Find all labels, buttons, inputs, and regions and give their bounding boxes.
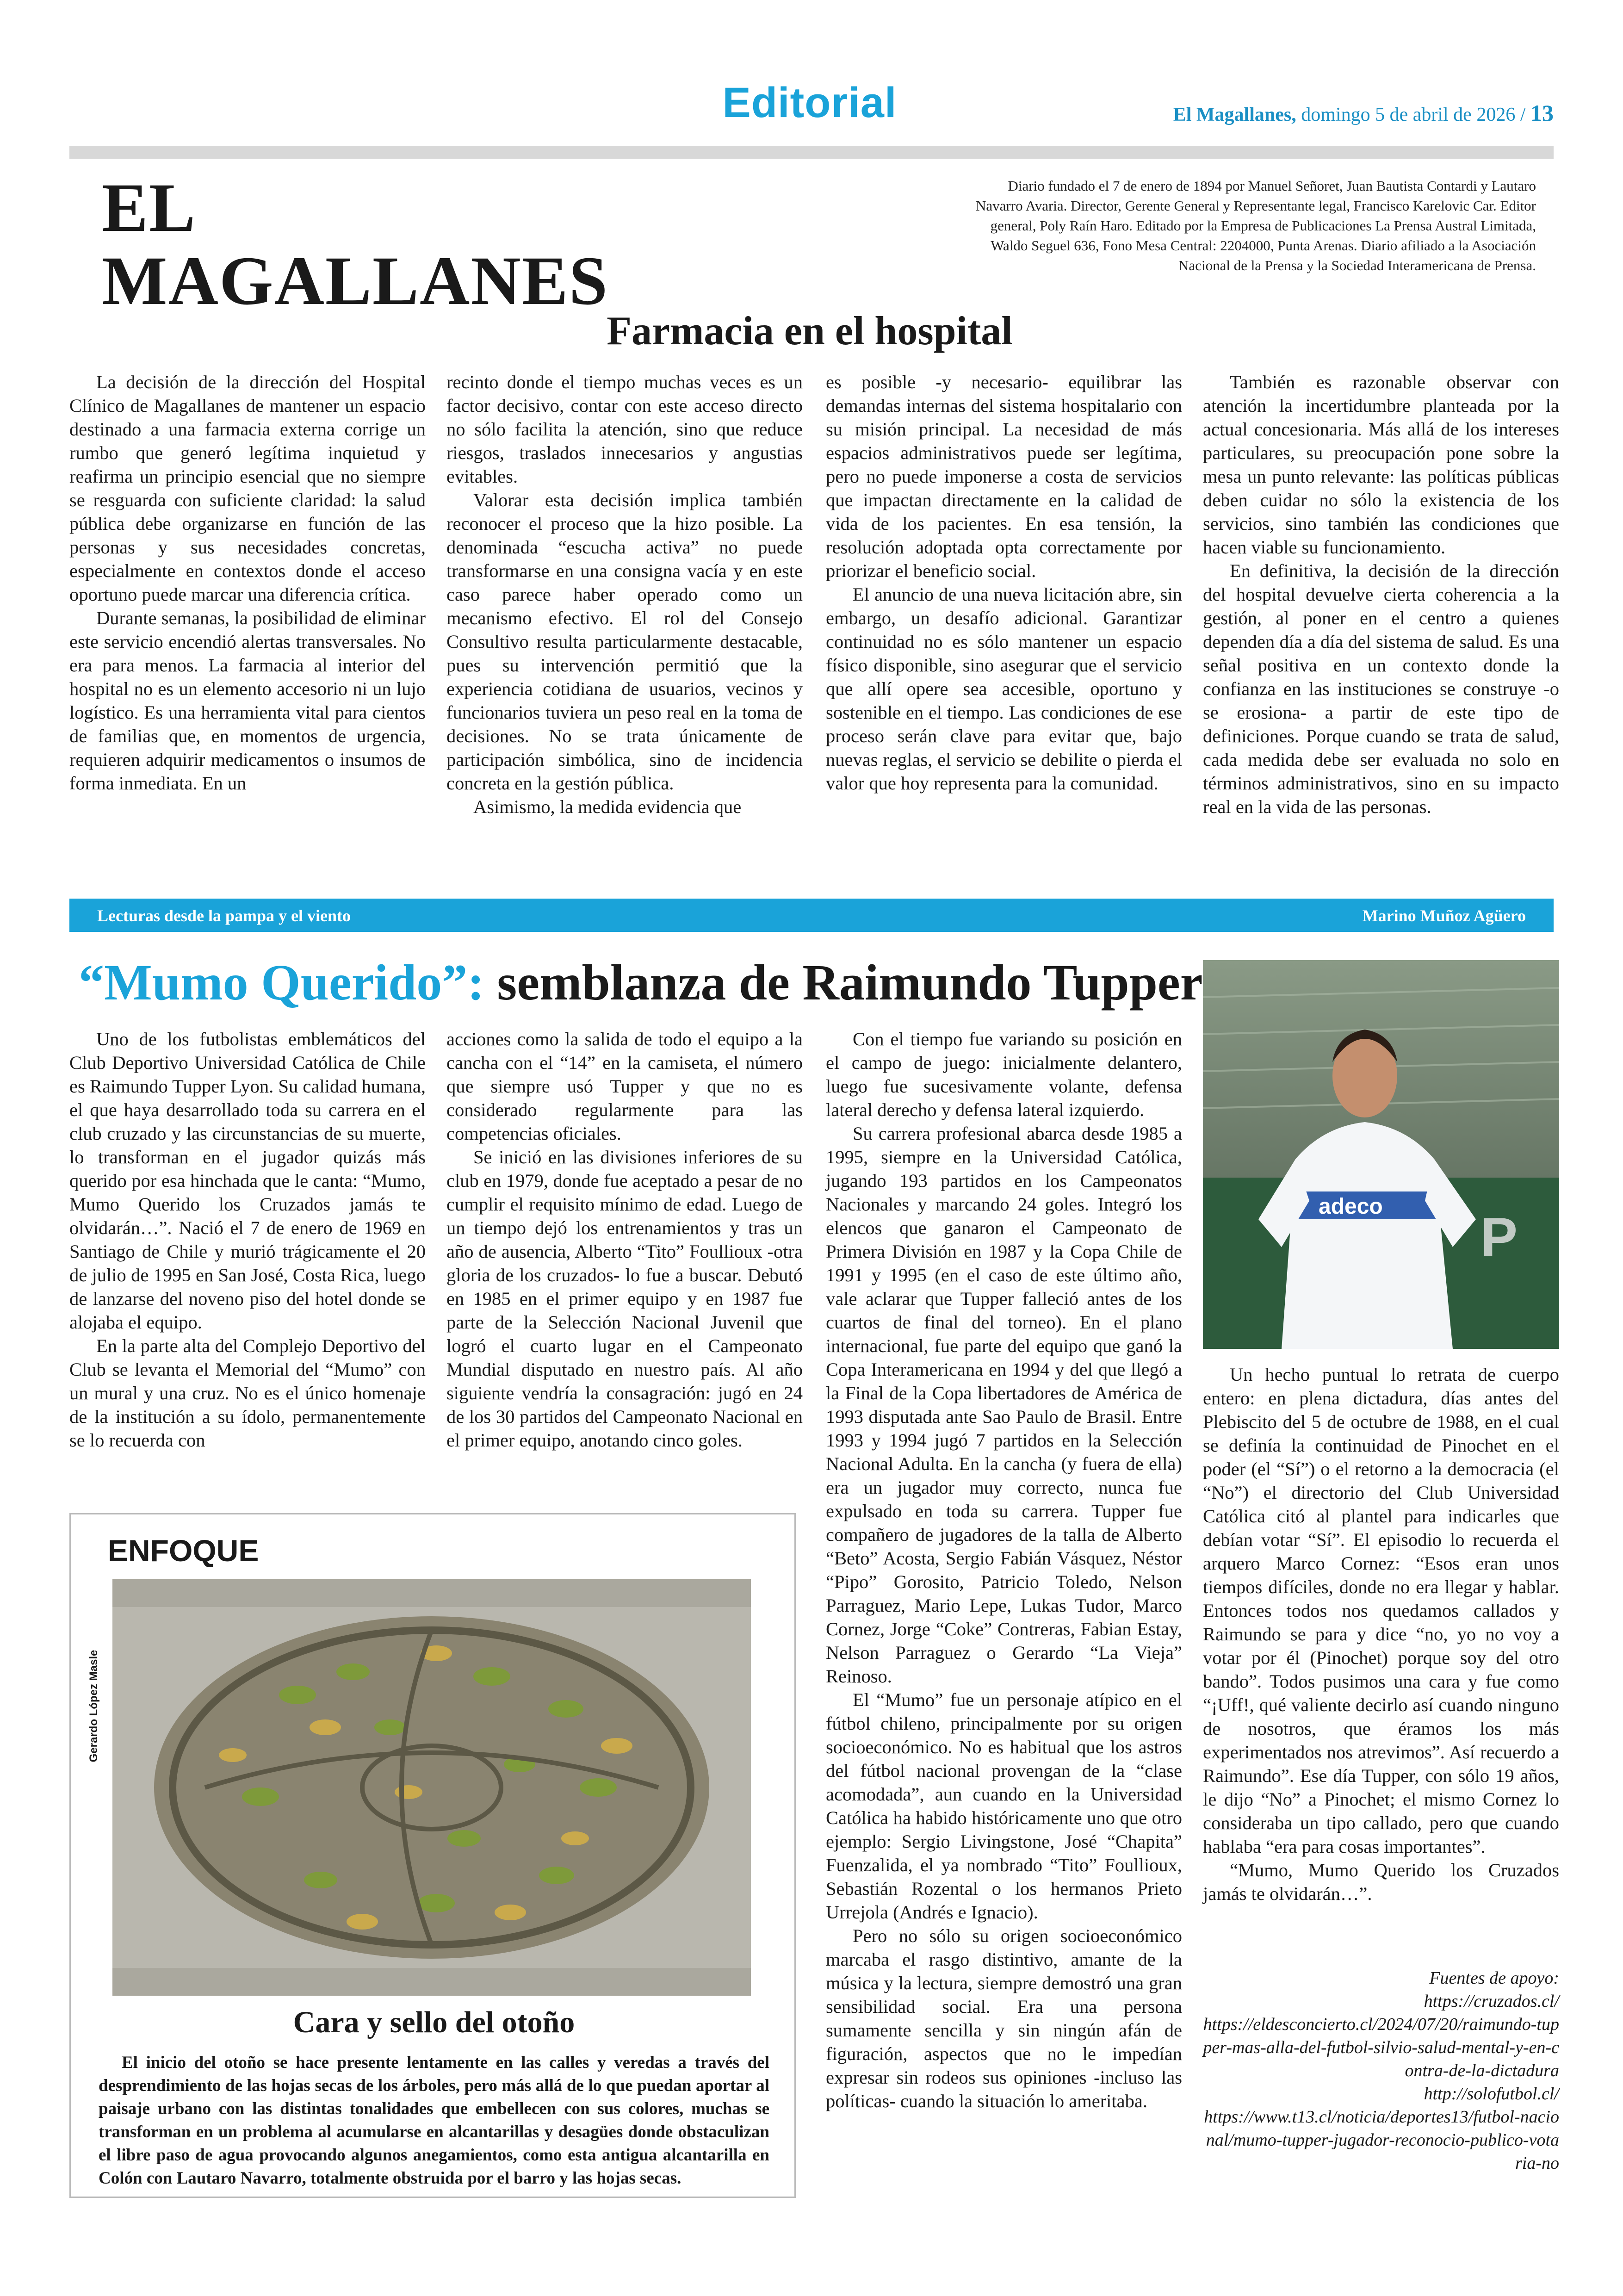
enfoque-caption [99, 2051, 769, 2190]
paragraph: Pero no sólo su origen socioeconómico marcaba el rasgo distintivo, amante de la música y la lectura, siempre demostró una gran sensibilidad social. Era una persona sumamente sencilla y sin ningún afán de figuración, aspectos que no le impedían expresar sin rodeos sus opiniones -incluso las políticas- cuando la situación lo ameritaba. [826, 1925, 1182, 2111]
folio-paper: El Magallanes, [1173, 104, 1296, 125]
credits-line: general, Poly Raín Haro. Editado por la Empresa de Publicaciones La Prensa Austral Limitada, [990, 217, 1536, 234]
editorial-headline: Farmacia en el hospital [607, 309, 1013, 354]
page-folio [1173, 99, 1554, 126]
paragraph: Su carrera profesional abarca desde 1985 a 1995, siempre en la Universidad Católica, jugando 193 partidos en los Campeonatos Nacionales y marcando 24 goles. Integró los elencos que ganaron el Campeonato de Primera División en 1987 y la Copa Chile de 1991 y 1995 (en el caso de este último año, vale aclarar que Tupper falleció antes de los cuartos de final del torneo). En el plano internacional, fue parte del equipo que ganó la Copa Interamericana en 1994 y del que llegó a la Final de la Copa libertadores de América de 1993 disputada ante Sao Paulo de Brasil. Entre 1993 y 1994 jugó 7 partidos en la Selección Nacional Adulta. En la cancha (y fuera de ella) era un jugador muy correcto, nunca fue expulsado en toda su carrera. Tupper fue compañero de jugadores de la talla de Alberto “Beto” Acosta, Sergio Fabián Vásquez, Néstor “Pipo” Gorosito, Patricio Toledo, Nelson Parraguez, Mario Lepe, Lukas Tudor, Marco Cornez, Jorge “Coke” Contreras, Fabian Estay, Nelson Parraguez o Gerardo “La Vieja” Reinoso. [826, 1123, 1182, 1687]
headline-accent: “Mumo Querido”: [79, 954, 484, 1011]
folio-date: domingo 5 de abril de 2026 [1301, 104, 1516, 125]
masthead-line-1: EL [102, 169, 197, 246]
paragraph: recinto donde el tiempo muchas veces es un factor decisivo, contar con este acceso directo no sólo facilita la atención, sino que reduce riesgos, traslados innecesarios y angustias evitables. [446, 372, 803, 487]
photo-credit [85, 1589, 103, 1820]
paragraph: El “Mumo” fue un personaje atípico en el fútbol chileno, principalmente por su origen socioeconómico. No es habitual que los astros del fútbol nacional provengan de la “clase acomodada”, aun cuando en la Universidad Católica ha habido históricamente uno que otro ejemplo: Sergio Livingstone, José “Chapita” Fuenzalida, el ya nombrado “Tito” Foullioux, Sebastián Rozental o los hermanos Prieto Urrejola (Andrés e Ignacio). [826, 1689, 1182, 1923]
enfoque-title: Cara y sello del otoño [293, 2005, 575, 2039]
shirt-sponsor-text: adeco [1319, 1194, 1383, 1219]
article-column-2 [446, 1027, 803, 1452]
svg-text:P: P [1481, 1206, 1518, 1268]
masthead [102, 169, 609, 319]
paragraph: En la parte alta del Complejo Deportivo del Club se levanta el Memorial del “Mumo” con un mural y una cruz. No es el único homenaje de la institución a su ídolo, permanentemente se lo recuerda con [69, 1335, 426, 1451]
paragraph: acciones como la salida de todo el equipo a la cancha con el “14” en la camiseta, el número que siempre usó Tupper y que no es considerado regularmente para las competencias oficiales. [446, 1029, 803, 1144]
folio-separator: / [1520, 104, 1526, 125]
paragraph: Valorar esta decisión implica también reconocer el proceso que la hizo posible. La denominada “escucha activa” no puede transformarse en una consigna vacía y en este caso parece haber operado como un mecanismo efectivo. El rol del Consejo Consultivo resulta particularmente destacable, pues su intervención permitió que la experiencia cotidiana de usuarios, vecinos y funcionarios tuviera un peso real en la toma de decisiones. No se trata únicamente de participación simbólica, sino de incidencia concreta en la gestión pública. [446, 490, 803, 794]
paragraph: Asimismo, la medida evidencia que [473, 796, 742, 817]
article-column-4 [1203, 1363, 1559, 1905]
column-name: Lecturas desde la pampa y el viento [97, 906, 351, 925]
source-link[interactable]: https://www.t13.cl/noticia/deportes13/futbol-nacional/mumo-tupper-jugador-reconocio-publico-votaria-no [1204, 2107, 1559, 2173]
masthead-line-2: MAGALLANES [102, 242, 609, 319]
enfoque-box [69, 1513, 796, 2198]
enfoque-photo [112, 1579, 751, 1996]
editorial-column-1 [69, 370, 426, 795]
column-bar [69, 899, 1554, 932]
source-link[interactable]: https://cruzados.cl/ [1424, 1992, 1559, 2011]
paragraph: “Mumo, Mumo Querido los Cruzados jamás te olvidarán…”. [1203, 1860, 1559, 1904]
editorial-column-3 [826, 370, 1182, 795]
paragraph: También es razonable observar con atención la incertidumbre planteada por la actual concesionaria. Más allá de los intereses particulares, su preocupación pone sobre la mesa un punto relevante: las políticas públicas deben cuidar no sólo la existencia de los servicios, sino también las condiciones que hacen viable su funcionamiento. [1203, 372, 1559, 558]
credits-line: Nacional de la Prensa y la Sociedad Interamericana de Prensa. [1178, 257, 1536, 273]
header-band [69, 146, 1554, 159]
player-photo [1203, 960, 1559, 1349]
publisher-credits [870, 176, 1536, 275]
editorial-column-4 [1203, 370, 1559, 819]
enfoque-label: ENFOQUE [108, 1533, 259, 1568]
headline-rest: semblanza de Raimundo Tupper [484, 954, 1203, 1011]
paragraph: Uno de los futbolistas emblemáticos del Club Deportivo Universidad Católica de Chile es Raimundo Tupper Lyon. Su calidad humana, el que haya desarrollado toda su carrera en el club cruzado y las circunstancias de su muerte, lo transforman en el jugador quizás más querido por esa hinchada que le canta: “Mumo, Mumo Querido los Cruzados jamás te olvidarán…”. Nació el 7 de enero de 1969 en Santiago de Chile y murió trágicamente el 20 de julio de 1995 en San José, Costa Rica, luego de lanzarse del noveno piso del hotel donde se alojaba el equipo. [69, 1029, 426, 1333]
paragraph: Durante semanas, la posibilidad de eliminar este servicio encendió alertas transversales. No era para menos. La farmacia al interior del hospital no es un elemento accesorio ni un lujo logístico. Es una herramienta vital para cientos de familias que, en momentos de urgencia, requieren adquirir medicamentos o insumos de forma inmediata. En un [69, 608, 426, 794]
credits-line: Diario fundado el 7 de enero de 1894 por Manuel Señoret, Juan Bautista Contardi y Lautaro [1008, 178, 1536, 194]
player-photo-illustration [1203, 960, 1559, 1349]
sources [1203, 1967, 1559, 2175]
paragraph: En definitiva, la decisión de la dirección del hospital devuelve cierta coherencia a la gestión, al poner en el centro a quienes dependen día a día del sistema de salud. Es una señal positiva en un contexto donde la confianza en las instituciones se construye -o se erosiona- a partir de este tipo de definiciones. Porque cuando se trata de salud, cada medida debe ser evaluada no solo en términos administrativos, sino en su impacto real en la vida de las personas. [1203, 560, 1559, 817]
editorial-column-2 [446, 370, 803, 819]
photo-credit-text: Gerardo López Masle [87, 1650, 100, 1762]
column-author: Marino Muñoz Agüero [1362, 906, 1526, 925]
paragraph: El inicio del otoño se hace presente lentamente en las calles y veredas a través del desprendimiento de las hojas secas de los árboles, pero más allá de lo que puedan aportar al paisaje urbano con las distintas tonalidades que embellecen con sus colores, muchas se transforman en un problema al acumularse en alcantarillas y desagües donde obstaculizan el libre paso de agua provocando algunos anegamientos, como esta antigua alcantarilla en Colón con Lautaro Navarro, totalmente obstruida por el barro y las hojas secas. [99, 2053, 769, 2188]
drain-cover-illustration [112, 1579, 751, 1996]
sources-title: Fuentes de apoyo: [1429, 1968, 1559, 1988]
article-column-3 [826, 1027, 1182, 2113]
article-column-1 [69, 1027, 426, 1452]
paragraph: El anuncio de una nueva licitación abre, sin embargo, un desafío adicional. Garantizar continuidad no es sólo mantener un espacio físico disponible, sino asegurar que el servicio que allí opere sea accesible, oportuno y sostenible en el tiempo. Las condiciones de ese proceso serán clave para evitar que, bajo nuevas reglas, el servicio se debilite o pierda el valor que hoy representa para la comunidad. [826, 584, 1182, 794]
paragraph: es posible -y necesario- equilibrar las demandas internas del sistema hospitalario con su misión principal. La necesidad de más espacios administrativos puede ser legítima, pero no puede imponerse a costa de servicios que impactan directamente en la calidad de vida de los pacientes. En esa tensión, la resolución adoptada opta correctamente por priorizar el beneficio social. [826, 372, 1182, 581]
paragraph: Un hecho puntual lo retrata de cuerpo entero: en plena dictadura, días antes del Plebiscito del 5 de octubre de 1988, en el cual se definía la continuidad de Pinochet en el poder (el “Sí”) o el retorno a la democracia (el “No”) el directorio del Club Universidad Católica citó al plantel para indicarles que debían votar “Sí”. El episodio lo recuerda el arquero Marco Cornez: “Esos eran unos tiempos difíciles, donde no era llegar y hablar. Entonces todos nos quedamos callados y Raimundo se para y dice “no, yo no voy a votar por él (Pinochet) porque soy del otro bando”. Todos pusimos una cara y fue como “¡Uff!, qué valiente decirlo así cuando ninguno de nosotros, que éramos los más experimentados nos atrevimos”. Así recuerdo a Raimundo”. Ese día Tupper, con sólo 19 años, le dijo “No” a Pinochet; el mismo Cornez lo consideraba un tipo callado, pero que cuando hablaba “era para cosas importantes”. [1203, 1364, 1559, 1857]
source-link[interactable]: http://solofutbol.cl/ [1424, 2084, 1559, 2104]
paragraph: Con el tiempo fue variando su posición en el campo de juego: inicialmente delantero, luego fue sucesivamente volante, defensa lateral derecho y defensa lateral izquierdo. [826, 1029, 1182, 1120]
section-title: Editorial [722, 79, 897, 126]
page-number: 13 [1530, 100, 1554, 126]
paragraph: La decisión de la dirección del Hospital Clínico de Magallanes de mantener un espacio destinado a una farmacia externa corrige un rumbo que generó legítima inquietud y reafirma un principio esencial que no siempre se resguarda con suficiente claridad: la salud pública debe organizarse en función de las personas y sus necesidades concretas, especialmente en contextos donde el acceso oportuno puede marcar una diferencia crítica. [69, 372, 426, 605]
source-link[interactable]: https://eldesconcierto.cl/2024/07/20/raimundo-tupper-mas-alla-del-futbol-silvio-salud-mental-y-en-contra-de-la-dictadura [1203, 2015, 1559, 2080]
credits-line: Navarro Avaria. Director, Gerente General y Representante legal, Francisco Karelovic Car. Editor [976, 198, 1536, 214]
article-headline [79, 953, 1217, 1012]
credits-line: Waldo Seguel 636, Fono Mesa Central: 2204000, Punta Arenas. Diario afiliado a la Asociación [991, 237, 1536, 254]
paragraph: Se inició en las divisiones inferiores de su club en 1979, donde fue aceptado a pesar de no cumplir el requisito mínimo de edad. Luego de un tiempo dejó los entrenamientos y tras un año de ausencia, Alberto “Tito” Foullioux -otra gloria de los cruzados- lo fue a buscar. Debutó en 1985 en el primer equipo y en 1987 fue parte de la Selección Nacional Juvenil que logró el cuarto lugar en el Campeonato Mundial disputado en nuestro país. Al año siguiente vendría la consagración: jugó en 24 de los 30 partidos del Campeonato Nacional en el primer equipo, anotando cinco goles. [446, 1147, 803, 1451]
